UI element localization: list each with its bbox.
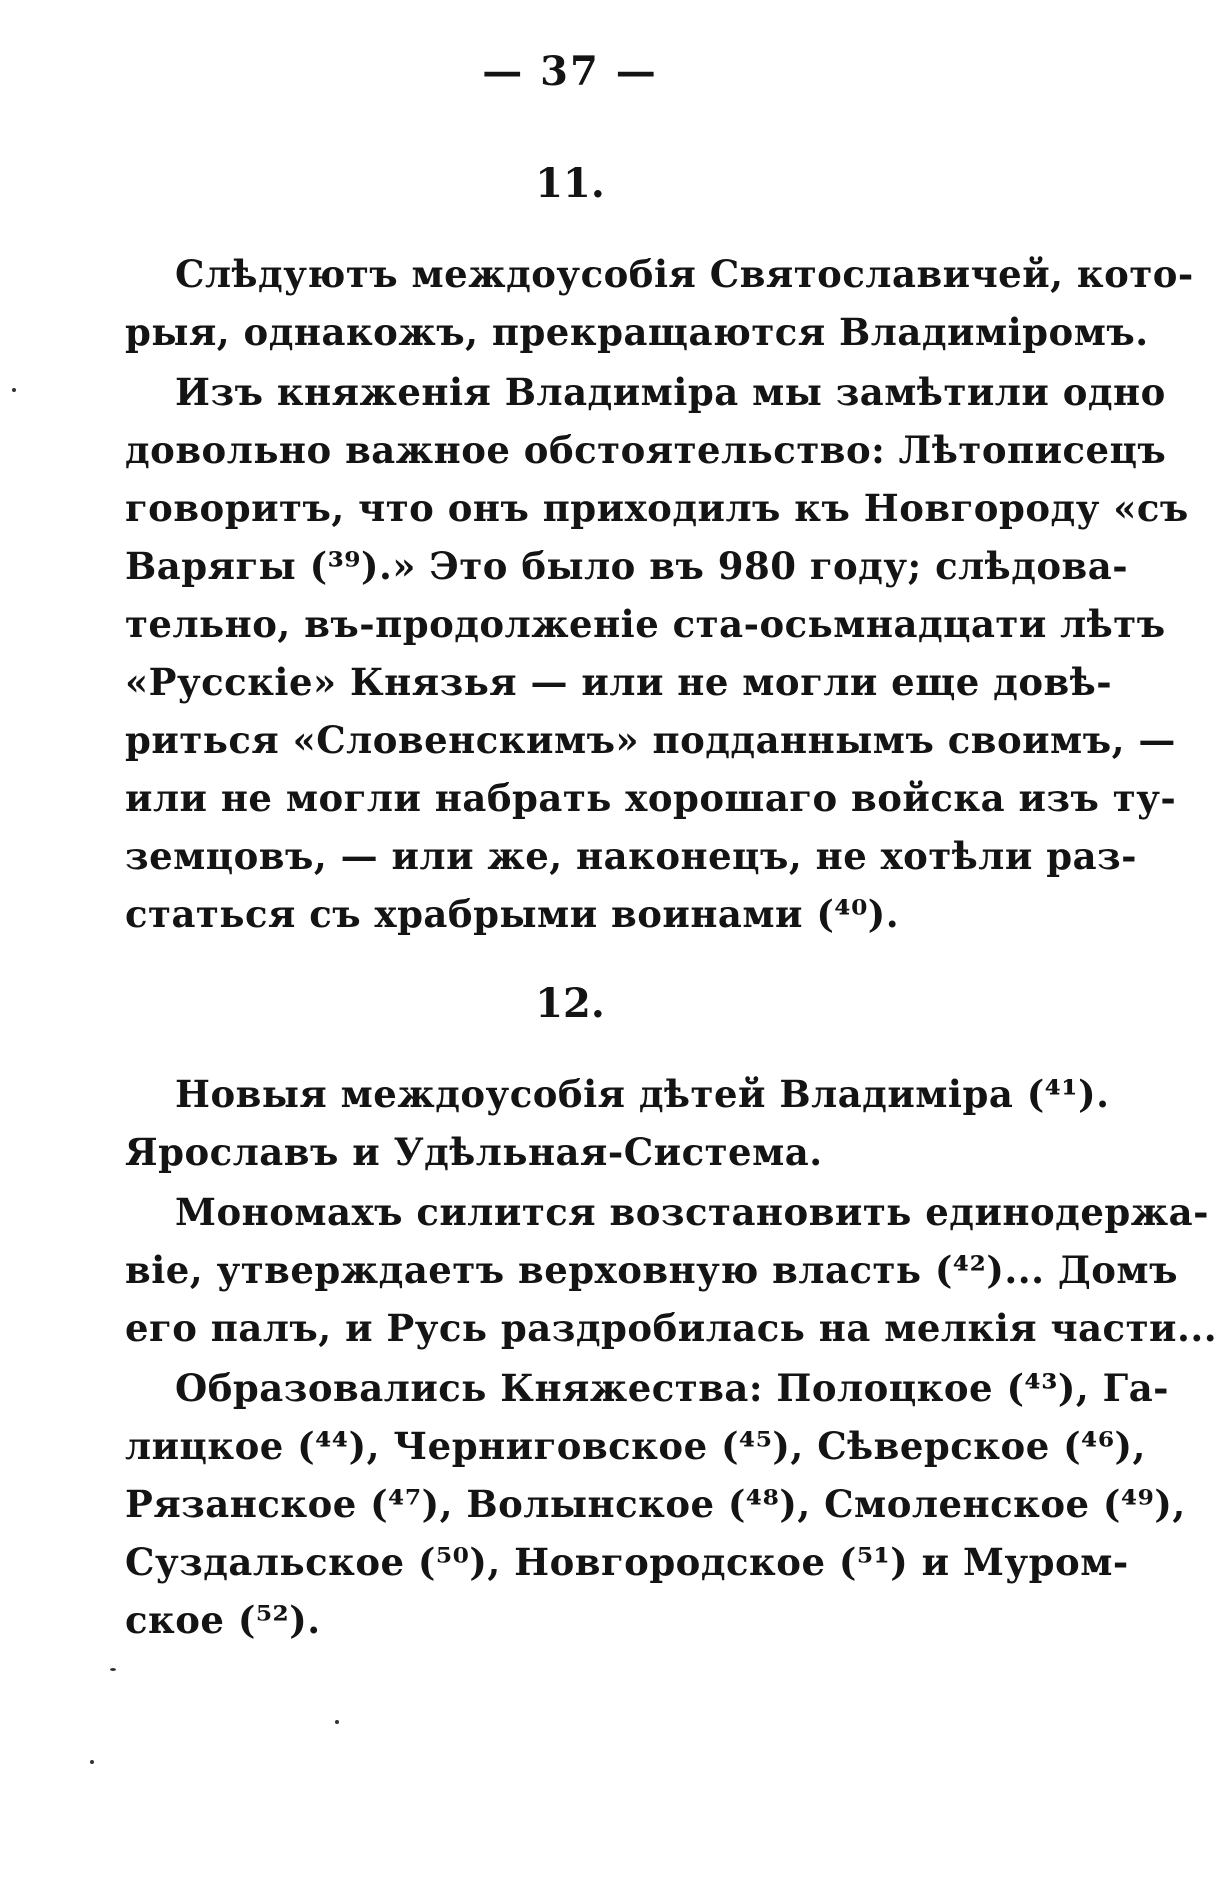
scan-speck: [335, 1720, 339, 1724]
text-line: Новыя междоусобія дѣтей Владиміра (⁴¹).: [175, 1072, 1110, 1116]
section-heading-11: 11.: [535, 160, 605, 207]
scan-speck: [90, 1760, 94, 1764]
text-line: его палъ, и Русь раздробилась на мелкія части...: [125, 1306, 1217, 1350]
text-line: тельно, въ-продолженіе ста-осьмнадцати лѣтъ: [125, 602, 1166, 646]
text-line: Ярославъ и Удѣльная-Система.: [125, 1130, 823, 1174]
page-number: — 37 —: [482, 48, 658, 95]
text-line: говоритъ, что онъ приходилъ къ Новгороду «съ: [125, 486, 1189, 530]
scan-speck: [12, 388, 16, 392]
text-line: Варягы (³⁹).» Это было въ 980 году; слѣдова-: [125, 544, 1129, 588]
text-line: или не могли набрать хорошаго войска изъ ту-: [125, 776, 1177, 820]
text-line: «Русскіе» Князья — или не могли еще довѣ-: [125, 660, 1113, 704]
text-line: довольно важное обстоятельство: Лѣтописецъ: [125, 428, 1167, 472]
text-line: лицкое (⁴⁴), Черниговское (⁴⁵), Сѣверское (⁴⁶),: [125, 1424, 1146, 1468]
text-line: віе, утверждаетъ верховную власть (⁴²)... Домъ: [125, 1248, 1178, 1292]
scan-speck: [110, 1668, 116, 1671]
text-line: земцовъ, — или же, наконецъ, не хотѣли раз-: [125, 834, 1138, 878]
text-line: рыя, однакожъ, прекращаются Владиміромъ.: [125, 310, 1149, 354]
text-line: Изъ княженія Владиміра мы замѣтили одно: [175, 370, 1166, 414]
text-line: Образовались Княжества: Полоцкое (⁴³), Га-: [175, 1366, 1170, 1410]
text-line: Суздальское (⁵⁰), Новгородское (⁵¹) и Муром-: [125, 1540, 1129, 1584]
text-line: Рязанское (⁴⁷), Волынское (⁴⁸), Смоленское (⁴⁹),: [125, 1482, 1186, 1526]
text-line: статься съ храбрыми воинами (⁴⁰).: [125, 892, 900, 936]
text-line: Мономахъ силится возстановить единодержа-: [175, 1190, 1209, 1234]
text-line: Слѣдуютъ междоусобія Святославичей, кото-: [175, 252, 1194, 296]
section-heading-12: 12.: [535, 980, 605, 1027]
text-line: ское (⁵²).: [125, 1598, 321, 1642]
text-line: риться «Словенскимъ» подданнымъ своимъ, —: [125, 718, 1176, 762]
